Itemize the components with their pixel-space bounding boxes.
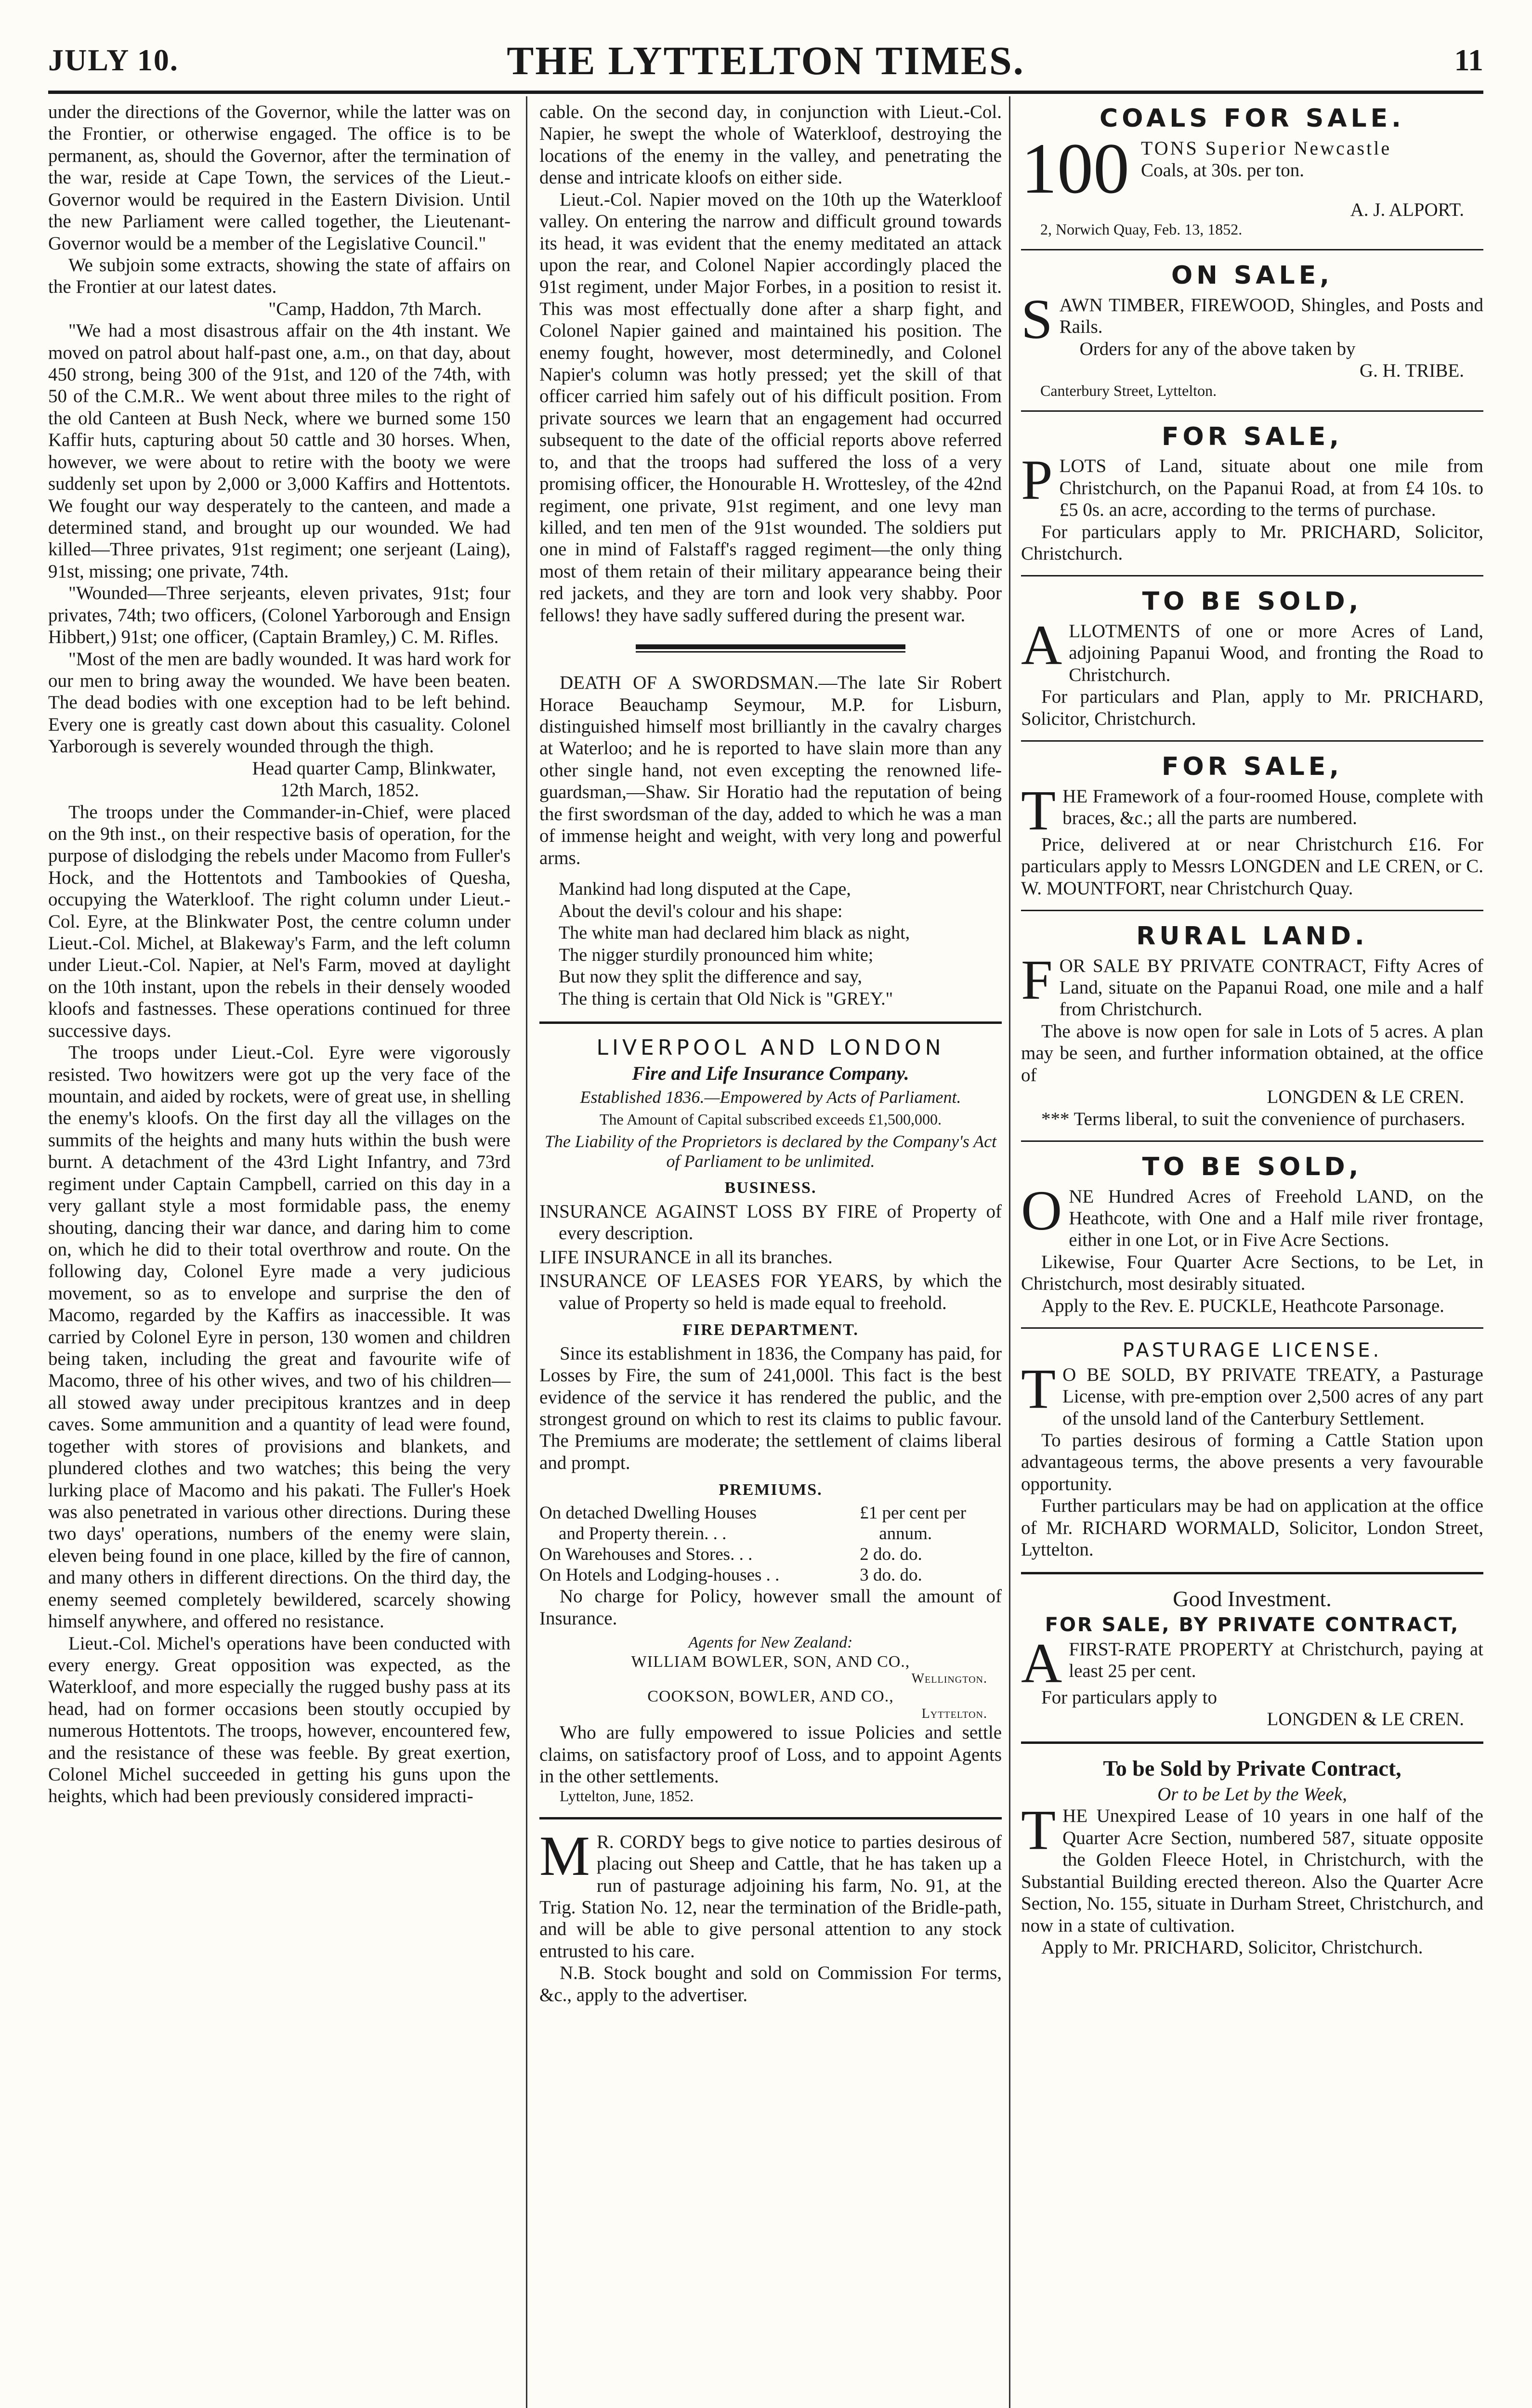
drop-cap: T — [1021, 1798, 1056, 1862]
article-paragraph: Lieut.-Col. Michel's operations have been conducted with every energy. Great opposition was expected, as the Waterkloof, and more especially the rugged bushy pass at its head, had on former occasions been stoutly occupied by numerous Hottentots. The troops, however, encountered few, and the resistance of these was feeble. By great exertion, Colonel Michel succeeded in getting his guns upon the heights, which had been previously considered impracti- — [48, 1633, 511, 1807]
agent-place: Lyttelton. — [921, 1706, 987, 1721]
advert-body: O BE SOLD, BY PRIVATE TREATY, a Pasturage License, with pre-emption over 2,500 acres of any part of the unsold land of the Canterbury Settlement. — [1062, 1364, 1483, 1429]
table-row — [539, 1544, 1002, 1565]
insurance-advert — [539, 1035, 1002, 1805]
advert-heading: COALS FOR SALE. — [1100, 104, 1405, 133]
masthead — [48, 34, 1483, 82]
lease-advert — [1021, 1755, 1483, 1958]
section-divider — [1021, 1741, 1483, 1744]
established-line: Established 1836.—Empowered by Acts of Parliament. — [580, 1087, 961, 1107]
advert-body: OR SALE BY PRIVATE CONTRACT, Fifty Acres of Land, situate on the Papanui Road, one mile and a half from Christchurch. — [1059, 955, 1483, 1020]
advert-body: NE Hundred Acres of Freehold LAND, on the Heathcote, with One and a Half mile river frontage, either in one Lot, or in Five Acre Sections. — [1069, 1186, 1483, 1251]
premium-item: On Hotels and Lodging-houses . . — [539, 1565, 780, 1585]
advert-subheading: Or to be Let by the Week, — [1157, 1784, 1347, 1805]
agent-name: WILLIAM BOWLER, SON, AND CO., — [631, 1652, 910, 1671]
article-paragraph: under the directions of the Governor, while the latter was on the Frontier, or otherwise engaged. The office is to be permanent, as, should the Governor, after the termination of the war, reside at Cape Town, the services of the Lieut.-Governor would be required in the Eastern Division. Until the new Parliament were called together, the Lieutenant-Governor would be a member of the Legislative Council." — [48, 102, 511, 254]
drop-cap: F — [1021, 948, 1053, 1011]
advert-heading: Good Investment. — [1173, 1586, 1332, 1611]
advert-subtitle: Fire and Life Insurance Company. — [632, 1062, 909, 1084]
section-divider — [1021, 410, 1483, 412]
insurance-closing: Who are fully empowered to issue Policies and settle claims, on satisfactory proof of Loss, and to appoint Agents in the other settlements. — [539, 1722, 1002, 1787]
advertiser-address: 2, Norwich Quay, Feb. 13, 1852. — [1040, 221, 1243, 238]
article-paragraph: "We had a most disastrous affair on the 4th instant. We moved on patrol about half-past one, a.m., on that day, about 450 strong, being 300 of the 91st, and 120 of the 74th, with 50 of the C.M.R.. We went about three miles to the right of the old Canteen at Bush Neck, where we burned some 150 Kaffir huts, capturing about 50 cattle and 30 horses. When, however, we were about to retire with the booty we were suddenly set upon by 2,000 or 3,000 Kaffirs and Hottentots. We fought our way desperately to the canteen, and made a determined stand, and brought up our wounded. We had killed—Three privates, 91st regiment; one serjeant (Laing), 91st, missing; one private, 74th. — [48, 320, 511, 582]
business-item: LIFE INSURANCE in all its branches. — [539, 1246, 833, 1268]
advertiser-address: Canterbury Street, Lyttelton. — [1040, 381, 1217, 399]
advert-subheading: FOR SALE, BY PRIVATE CONTRACT, — [1045, 1614, 1460, 1636]
article-paragraph: We subjoin some extracts, showing the state of affairs on the Frontier at our latest dates. — [48, 254, 511, 298]
article-paragraph: cable. On the second day, in conjunction with Lieut.-Col. Napier, he swept the whole of Waterkloof, destroying the locations of the enemy in the valley, and penetrating the dense and intricate kloofs on either side. — [539, 102, 1002, 188]
verse-line: The white man had declared him black as night, — [559, 923, 910, 943]
issue-date: JULY 10. — [48, 43, 179, 77]
column-divider — [1009, 96, 1010, 2408]
advertiser-signature: G. H. TRIBE. — [1359, 360, 1464, 381]
business-item: INSURANCE OF LEASES FOR YEARS, by which the value of Property so held is made equal to freehold. — [539, 1270, 1002, 1313]
drop-cap: M — [539, 1824, 590, 1887]
capital-line: The Amount of Capital subscribed exceeds £1,500,000. — [599, 1111, 942, 1128]
advert-body: LOTS of Land, situate about one mile from Christchurch, on the Papanui Road, at from £4 10s. to £5 0s. an acre, according to the terms of purchase. — [1059, 456, 1483, 521]
verse-line: About the devil's colour and his shape: — [559, 901, 843, 921]
advert-heading: RURAL LAND. — [1136, 922, 1368, 951]
advert-body: For particulars apply to Mr. PRICHARD, Solicitor, Christchurch. — [1021, 521, 1483, 564]
advert-line: Coals, at 30s. per ton. — [1141, 160, 1305, 181]
advert-body: To parties desirous of forming a Cattle Station upon advantageous terms, the above presents a very favourable opportunity. — [1021, 1429, 1483, 1494]
advert-body: The above is now open for sale in Lots of 5 acres. A plan may be seen, and further information obtained, at the office of — [1021, 1021, 1483, 1086]
fire-department-heading: FIRE DEPARTMENT. — [682, 1321, 859, 1339]
newspaper-title: THE LYTTELTON TIMES. — [507, 39, 1025, 83]
agents-heading: Agents for New Zealand: — [688, 1634, 853, 1652]
coals-advert — [1021, 104, 1483, 238]
cordy-advert — [539, 1824, 1002, 2006]
drop-cap: P — [1021, 448, 1053, 512]
to-be-sold-allotments-advert — [1021, 587, 1483, 730]
drop-cap: O — [1021, 1178, 1062, 1242]
advert-body: HE Unexpired Lease of 10 years in one half of the Quarter Acre Section, numbered 587, situate opposite the Golden Fleece Hotel, in Christchurch, with the Substantial Building erected thereon. Also the Quarter Acre Section, No. 155, situate in Durham Street, Christchurch, and now in a state of cultivation. — [1021, 1806, 1483, 1936]
section-divider — [1021, 1140, 1483, 1142]
advert-body: For particulars and Plan, apply to Mr. PRICHARD, Solicitor, Christchurch. — [1021, 686, 1483, 729]
table-row — [539, 1523, 1002, 1544]
advertiser-signature: LONGDEN & LE CREN. — [1267, 1086, 1464, 1108]
section-divider — [1021, 575, 1483, 576]
dateline: "Camp, Haddon, 7th March. — [268, 298, 482, 319]
premium-rate: £1 per cent per — [860, 1503, 967, 1523]
advert-heading: TO BE SOLD, — [1142, 587, 1362, 616]
advert-body: R. CORDY begs to give notice to parties desirous of placing out Sheep and Cattle, that he has taken up a run of pasturage adjoining his farm, No. 91, at the Trig. Station No. 12, near the termination of the Bridle-path, and will be able to give personal attention to any stock entrusted to his care. — [539, 1831, 1002, 1962]
advert-body: AWN TIMBER, FIREWOOD, Shingles, and Posts and Rails. — [1059, 294, 1483, 338]
advert-heading: TO BE SOLD, — [1142, 1152, 1362, 1181]
advert-body: LLOTMENTS of one or more Acres of Land, adjoining Papanui Wood, and fronting the Road to Christchurch. — [1069, 621, 1483, 685]
to-be-sold-land-advert — [1021, 1152, 1483, 1317]
agent-place: Wellington. — [911, 1671, 987, 1687]
section-divider — [1021, 1327, 1483, 1329]
section-divider — [1021, 249, 1483, 250]
verse-line: The nigger sturdily pronounced him white; — [559, 944, 874, 965]
advert-heading: FOR SALE, — [1162, 752, 1343, 782]
section-divider — [1021, 740, 1483, 742]
fire-department-body: Since its establishment in 1836, the Company has paid, for Losses by Fire, the sum of 241,000l. This fact is the best evidence of the service it has rendered the public, and the strongest ground on which to rest its claims to public favour. The Premiums are moderate; the settlement of claims liberal and prompt. — [539, 1343, 1002, 1473]
dateline: Head quarter Camp, Blinkwater, — [252, 758, 496, 779]
advert-heading: FOR SALE, — [1162, 422, 1343, 451]
liability-line: The Liability of the Proprietors is declared by the Company's Act of Parliament to be unlimited. — [544, 1131, 997, 1171]
drop-cap: A — [1021, 1631, 1062, 1695]
article-paragraph: The troops under the Commander-in-Chief, were placed on the 9th inst., on their respective basis of operation, for the purpose of dislodging the rebels under Macomo from Fuller's Hock, and the Hottentots and Tambookies of Quesha, occupying the Waterkloof. The right column under Lieut.-Col. Eyre, at the Blinkwater Post, the centre column under Lieut.-Col. Michel, at Blakeway's Farm, and the left column under Lieut.-Col. Napier, at Nel's Farm, moved at daylight on the 10th instant, upon the rebels in their densely wooded kloofs and fastnesses. These operations continued for three successive days. — [48, 801, 511, 1041]
item-body: —The late Sir Robert Horace Beauchamp Seymour, M.P. for Lisburn, distinguished himself most brilliantly in the cavalry charges at Waterloo; and he is reported to have slain more than any other single hand, not even excepting the renowned life-guardsman,—Shaw. Sir Horatio had the reputation of being the first swordsman of the day, added to which he was a man of immense height and weight, with very long and powerful arms. — [539, 672, 1002, 868]
for-sale-framework-advert — [1021, 752, 1483, 899]
good-investment-advert — [1021, 1586, 1483, 1730]
advert-heading: PASTURAGE LICENSE. — [1122, 1339, 1382, 1362]
advert-body: Price, delivered at or near Christchurch £16. For particulars apply to Messrs LONGDEN and LE CREN, or C. W. MOUNTFORT, near Christchurch Quay. — [1021, 834, 1483, 899]
advert-body: Likewise, Four Quarter Acre Sections, to be Let, in Christchurch, most desirably situated. — [1021, 1251, 1483, 1295]
premium-rate: annum. — [879, 1523, 932, 1544]
drop-cap: T — [1021, 778, 1056, 842]
rural-land-advert — [1021, 922, 1483, 1130]
drop-cap: A — [1021, 614, 1062, 677]
masthead-rule — [48, 91, 1483, 94]
advert-heading: ON SALE, — [1171, 261, 1333, 290]
section-divider — [1021, 910, 1483, 911]
no-charge-line: No charge for Policy, however small the amount of Insurance. — [539, 1586, 1002, 1629]
advert-title: LIVERPOOL AND LONDON — [596, 1035, 945, 1060]
table-row — [539, 1503, 1002, 1523]
column-divider — [526, 96, 527, 2408]
advert-line: TONS Superior Newcastle — [1141, 137, 1392, 159]
verse-line: Mankind had long disputed at the Cape, — [559, 878, 851, 899]
article-paragraph: The troops under Lieut.-Col. Eyre were vigorously resisted. Two howitzers were got up the very face of the mountain, and aided by rockets, were of great use, in shelling the enemy's kloofs. On the first day all the villages on the summits of the heights and many huts within the bush were burnt. A detachment of the 43rd Light Infantry, and 73rd regiment under Captain Campbell, carried on this day in a very gallant style a most formidable pass, the enemy shouting, dancing their war dance, and daring him to come on, which he did to their total overthrow and route. On the following day, Colonel Eyre made a very judicious movement, so as to envelope and surprise the den of Macomo, regarded by the Kaffirs as inaccessible. It was carried by Colonel Eyre in person, 130 women and children being taken, including the great and favourite wife of Macomo, three of his other wives, and two of his children—all stowed away under precipitous krantzes and in deep caves. Some ammunition and a quantity of lead were found, together with stores of provisions and blankets, and plundered clothes and two watches; this being the very lurking place of Macomo and his pakati. The Fuller's Hoek was also penetrated in various other directions. During these two days' operations, numbers of the enemy were slain, eleven being found in one place, killed by the fire of cannon, and many others in different directions. On the third day, the enemy seemed completely bewildered, scarcely showing himself anywhere, and offered no resistance. — [48, 1042, 511, 1632]
advert-body: HE Framework of a four-roomed House, complete with braces, &c.; all the parts are numbered. — [1062, 785, 1483, 829]
business-item: INSURANCE AGAINST LOSS BY FIRE of Property of every description. — [539, 1201, 1002, 1244]
table-row — [539, 1565, 1002, 1585]
section-divider — [539, 1021, 1002, 1024]
advert-heading: To be Sold by Private Contract, — [1103, 1756, 1401, 1781]
premium-item: and Property therein. . . — [559, 1523, 727, 1544]
death-of-swordsman-item — [539, 672, 1002, 869]
advert-note: *** Terms liberal, to suit the convenience of purchasers. — [1041, 1108, 1466, 1129]
premium-rate: 2 do. do. — [860, 1544, 922, 1565]
item-lead: DEATH OF A SWORDSMAN. — [560, 672, 819, 694]
premium-rate: 3 do. do. — [860, 1565, 922, 1585]
verse-line: But now they split the difference and say, — [559, 967, 863, 987]
section-divider — [539, 1817, 1002, 1819]
section-divider — [1021, 1572, 1483, 1574]
advert-body: Orders for any of the above taken by — [1079, 338, 1356, 359]
agents-block — [539, 1633, 1002, 1722]
column-3 — [1021, 101, 1483, 1958]
advertiser-signature: LONGDEN & LE CREN. — [1267, 1709, 1464, 1730]
drop-cap: T — [1021, 1357, 1056, 1420]
big-number: 100 — [1021, 128, 1129, 209]
advertiser-signature: A. J. ALPORT. — [1350, 199, 1464, 220]
column-2 — [539, 101, 1002, 2006]
section-divider — [636, 644, 905, 653]
business-heading: BUSINESS. — [724, 1179, 817, 1197]
pasturage-license-advert — [1021, 1339, 1483, 1560]
article-paragraph: Lieut.-Col. Napier moved on the 10th up the Waterkloof valley. On entering the narrow and difficult ground towards its head, it was evident that the enemy meditated an attack upon the rear, and Colonel Napier accordingly placed the 91st regiment, under Major Forbes, in a position to resist it. This was most effectually done after a sharp fight, and Colonel Napier gained and maintained his position. The enemy fought, however, most determinedly, and Colonel Napier's column was hotly pressed; yet the skill of that officer carried him safely out of his difficult position. From private sources we learn that an engagement had occurred subsequent to the date of the official reports above referred to, and that the troops had suffered the loss of a very promising officer, the Honourable H. Wrottesley, of the 42nd regiment, one private, 91st regiment, and one levy man killed, and ten men of the 91st wounded. The soldiers put one in mind of Falstaff's ragged regiment—the only thing most of them retain of their military appearance being their red jackets, and they are torn and look very shabby. Poor fellows! they have sadly suffered during the present war. — [539, 189, 1002, 626]
verse — [559, 878, 1002, 1010]
advert-body: N.B. Stock bought and sold on Commission For terms, &c., apply to the advertiser. — [539, 1963, 1002, 2005]
insurance-dateline: Lyttelton, June, 1852. — [560, 1787, 694, 1805]
article-paragraph: "Most of the men are badly wounded. It was hard work for our men to bring away the wounded. We have been beaten. The dead bodies with one exception had to be left behind. Every one is greatly cast down about this casuality. Colonel Yarborough is severely wounded through the thigh. — [48, 648, 511, 757]
advert-body: Further particulars may be had on application at the office of Mr. RICHARD WORMALD, Solicitor, London Street, Lyttelton. — [1021, 1495, 1483, 1560]
dateline: 12th March, 1852. — [280, 780, 419, 801]
premium-item: On Warehouses and Stores. . . — [539, 1544, 753, 1565]
advert-body: FIRST-RATE PROPERTY at Christchurch, paying at least 25 per cent. — [1069, 1638, 1483, 1682]
article-paragraph: "Wounded—Three serjeants, eleven privates, 91st; four privates, 74th; two officers, (Colonel Yarborough and Ensign Hibbert,) 91st; one officer, (Captain Bramley,) C. M. Rifles. — [48, 583, 511, 648]
for-sale-plots-advert — [1021, 422, 1483, 565]
premium-item: On detached Dwelling Houses — [539, 1503, 757, 1523]
advert-body: Apply to the Rev. E. PUCKLE, Heathcote Parsonage. — [1041, 1295, 1444, 1316]
verse-line: The thing is certain that Old Nick is "GREY." — [559, 988, 893, 1009]
on-sale-advert — [1021, 261, 1483, 400]
page-number: 11 — [1454, 43, 1483, 77]
premiums-heading: PREMIUMS. — [719, 1481, 823, 1499]
drop-cap: S — [1021, 287, 1053, 351]
advert-body: For particulars apply to — [1041, 1687, 1217, 1708]
column-1 — [48, 101, 511, 1807]
agent-name: COOKSON, BOWLER, AND CO., — [647, 1687, 894, 1705]
advert-body: Apply to Mr. PRICHARD, Solicitor, Christchurch. — [1041, 1937, 1423, 1958]
premiums-table — [539, 1503, 1002, 1585]
